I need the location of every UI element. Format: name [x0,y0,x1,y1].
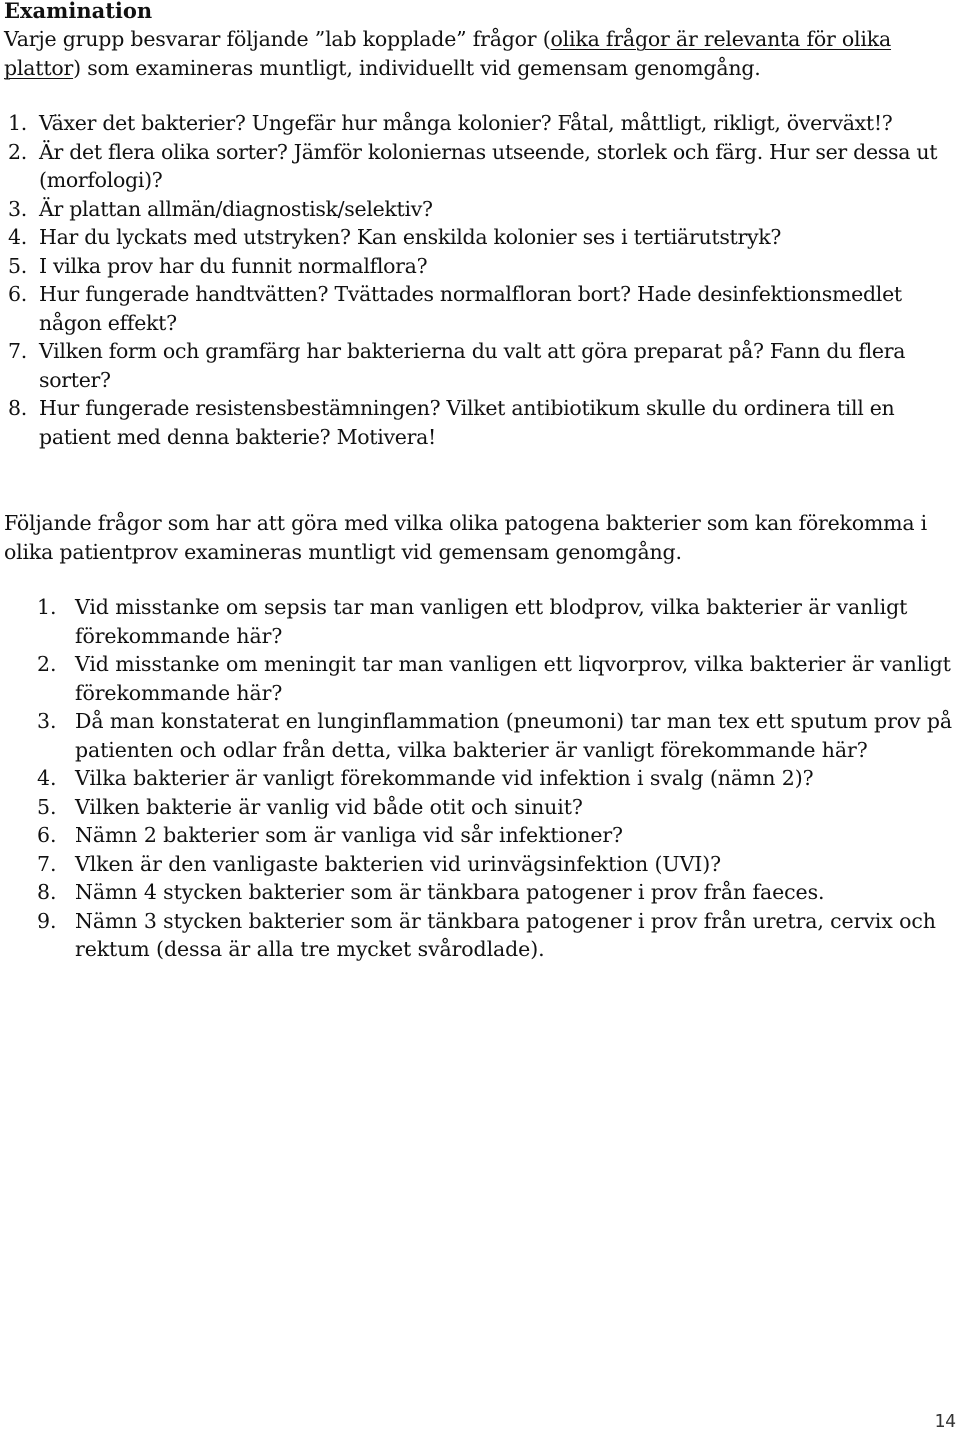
item-text: Nämn 2 bakterier som är vanliga vid sår infektioner? [75,823,623,847]
item-text: Har du lyckats med utstryken? Kan enskilda kolonier ses i tertiärutstryk? [39,225,782,249]
item-number: 6. [8,282,27,306]
item-text: Vilken form och gramfärg har bakterierna du valt att göra preparat på? Fann du flera sorter? [39,339,906,392]
list-item [0,907,955,964]
item-text: Vid misstanke om sepsis tar man vanligen ett blodprov, vilka bakterier är vanligt förekommande här? [75,595,908,648]
item-number: 8. [37,880,57,904]
intro-text-after: ) som examineras muntligt, individuellt vid gemensam genomgång. [73,55,761,80]
intro-underlined-text: olika frågor är relevanta för olika plattor [4,27,892,80]
item-text: Hur fungerade resistensbestämningen? Vilket antibiotikum skulle du ordinera till en patient med denna bakterie? Motivera! [39,396,895,449]
item-text: Växer det bakterier? Ungefär hur många kolonier? Fåtal, måttligt, rikligt, överväxt!? [39,111,893,135]
list-item [0,878,955,907]
list-item [0,138,955,195]
item-text: Är plattan allmän/diagnostisk/selektiv? [39,196,433,221]
list-item [0,821,955,850]
item-text: Nämn 3 stycken bakterier som är tänkbara patogener i prov från uretra, cervix och rektum (dessa är alla tre mycket svårodlade). [75,908,936,961]
list-item [0,109,955,138]
item-number: 8. [8,396,27,420]
pathogen-question-list [0,593,955,964]
pathogen-intro-paragraph: Följande frågor som har att göra med vilka olika patogena bakterier som kan förekomma i olika patientprov examineras muntligt vid gemensam genomgång. [4,511,928,564]
item-text: Hur fungerade handtvätten? Tvättades normalfloran bort? Hade desinfektionsmedlet någon effekt? [39,282,902,335]
item-number: 5. [8,253,27,278]
section-heading: Examination [4,0,153,23]
item-number: 9. [37,908,57,933]
list-item [0,850,955,879]
item-number: 7. [8,339,27,363]
item-number: 5. [37,794,57,819]
list-item [0,394,955,451]
item-text: Då man konstaterat en lunginflammation (pneumoni) tar man tex ett sputum prov på patienten och odlar från detta, vilka bakterier är vanligt förekommande här? [75,709,953,762]
item-number: 1. [8,111,27,135]
list-item [0,195,955,224]
list-item [0,650,955,707]
item-number: 1. [37,595,57,619]
item-text: Vlken är den vanligaste bakterien vid urinvägsinfektion (UVI)? [75,851,722,876]
item-text: Vid misstanke om meningit tar man vanligen ett liqvorprov, vilka bakterier är vanligt förekommande här? [75,652,951,705]
item-number: 4. [37,766,57,790]
item-text: I vilka prov har du funnit normalflora? [39,253,428,278]
item-number: 3. [8,196,27,221]
list-item [0,764,955,793]
lab-question-list [0,109,955,451]
intro-text-before: Varje grupp besvarar följande ”lab kopplade” frågor ( [4,27,551,51]
item-number: 4. [8,225,27,249]
list-item [0,337,955,394]
item-text: Nämn 4 stycken bakterier som är tänkbara patogener i prov från faeces. [75,880,825,904]
item-text: Vilken bakterie är vanlig vid både otit och sinuit? [75,794,583,819]
list-item [0,793,955,822]
item-number: 2. [8,139,27,164]
intro-paragraph [4,25,954,82]
list-item [0,280,955,337]
item-text: Vilka bakterier är vanligt förekommande vid infektion i svalg (nämn 2)? [75,766,814,790]
list-item [0,593,955,650]
list-item [0,223,955,252]
list-item [0,707,955,764]
item-text: Är det flera olika sorter? Jämför koloniernas utseende, storlek och färg. Hur ser dessa ut (morfologi)? [39,139,938,192]
item-number: 7. [37,851,57,876]
list-item [0,252,955,281]
page-number: 14 [934,1411,956,1432]
item-number: 3. [37,709,57,733]
item-number: 2. [37,652,57,676]
item-number: 6. [37,823,57,847]
